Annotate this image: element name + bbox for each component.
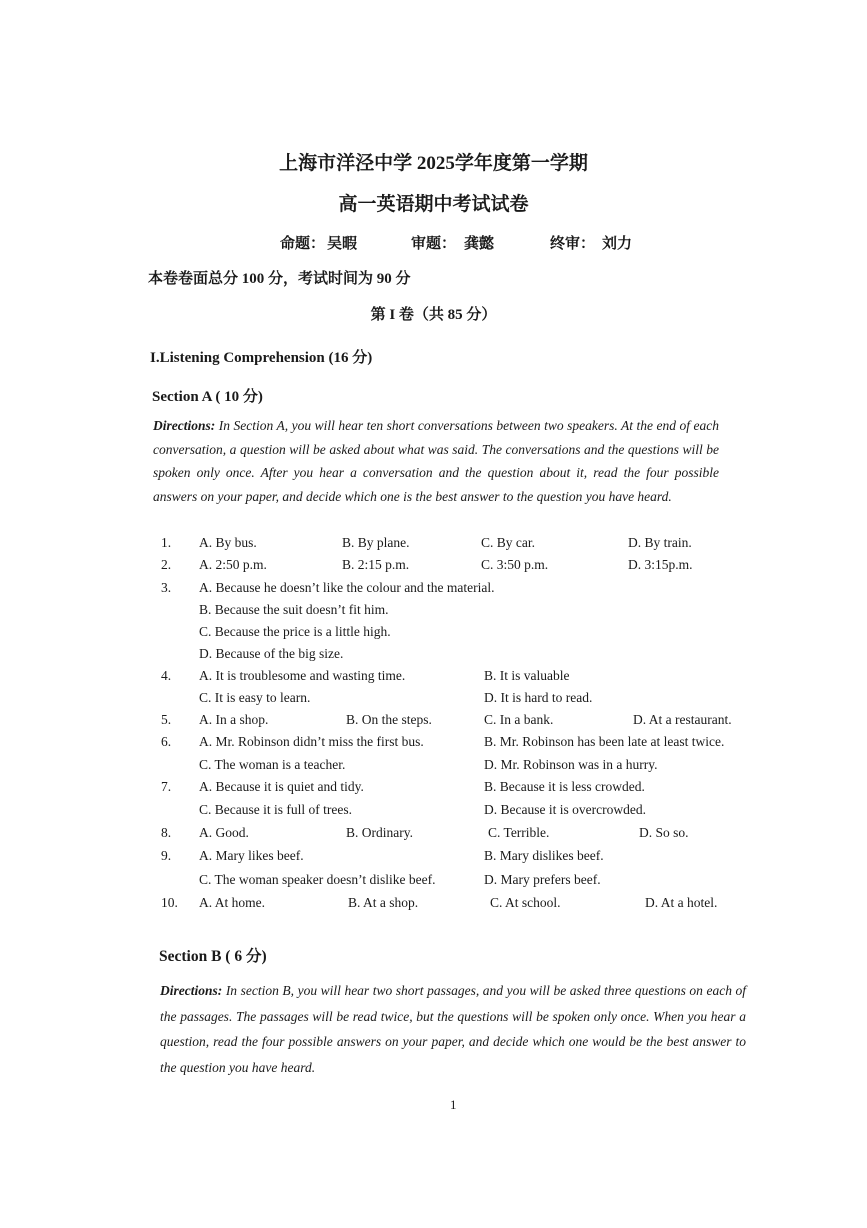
answer-option: C. In a bank.	[484, 712, 554, 727]
question-row	[0, 646, 867, 668]
answer-option: C. The woman speaker doesn’t dislike beef.	[199, 872, 436, 887]
answer-option: B. Mr. Robinson has been late at least twice.	[484, 734, 725, 749]
answer-option: B. It is valuable	[484, 668, 570, 683]
final-reviewer-name: 刘力	[602, 236, 633, 252]
answer-option: B. By plane.	[342, 535, 410, 550]
answer-option: C. The woman is a teacher.	[199, 757, 346, 772]
answer-option: A. Mary likes beef.	[199, 848, 304, 863]
answer-option: D. Mary prefers beef.	[484, 872, 601, 887]
answer-option: D. Mr. Robinson was in a hurry.	[484, 757, 658, 772]
directions-text: In section B, you will hear two short passages, and you will be asked three questions on each of the passages. The passages will be read twice, but the questions will be spoken only once. When you hear a question, read the four possible answers on your paper, and decide which one would be the best answer to the question you have heard.	[160, 983, 746, 1075]
question-row	[0, 668, 867, 690]
answer-option: B. Mary dislikes beef.	[484, 848, 604, 863]
question-row	[0, 872, 867, 894]
question-row	[0, 757, 867, 779]
answer-option: D. By train.	[628, 535, 692, 550]
answer-option: C. 3:50 p.m.	[481, 557, 549, 572]
answer-option: C. Because the price is a little high.	[199, 624, 391, 639]
setter-name: 吴暇	[327, 236, 358, 252]
answer-option: A. Good.	[199, 825, 249, 840]
answer-option: D. So so.	[639, 825, 689, 840]
answer-option: A. 2:50 p.m.	[199, 557, 267, 572]
question-row	[0, 580, 867, 602]
answer-option: C. At school.	[490, 895, 561, 910]
answer-option: C. By car.	[481, 535, 535, 550]
directions-label: Directions:	[153, 418, 216, 433]
answer-option: D. 3:15p.m.	[628, 557, 693, 572]
answer-option: D. Because it is overcrowded.	[484, 802, 646, 817]
question-number: 2.	[161, 557, 172, 572]
question-number: 5.	[161, 712, 172, 727]
question-number: 3.	[161, 580, 172, 595]
question-row	[0, 690, 867, 712]
section-b-directions	[160, 978, 746, 1080]
section-a-directions	[153, 414, 719, 508]
score-info: 本卷卷面总分 100 分，考试时间为 90 分	[148, 271, 411, 287]
question-row	[0, 624, 867, 646]
part-title: I.Listening Comprehension (16 分)	[150, 350, 373, 366]
answer-option: B. At a shop.	[348, 895, 419, 910]
answer-option: C. Because it is full of trees.	[199, 802, 352, 817]
question-row	[0, 557, 867, 579]
question-row	[0, 535, 867, 557]
question-row	[0, 779, 867, 801]
directions-label: Directions:	[160, 983, 223, 998]
reviewer-label: 审题：	[411, 236, 457, 252]
question-row	[0, 802, 867, 824]
answer-option: D. Because of the big size.	[199, 646, 344, 661]
page-number: 1	[450, 1097, 457, 1112]
answer-option: C. Terrible.	[488, 825, 550, 840]
answer-option: A. Because it is quiet and tidy.	[199, 779, 364, 794]
question-number: 6.	[161, 734, 172, 749]
answer-option: A. It is troublesome and wasting time.	[199, 668, 406, 683]
reviewer-name: 龚懿	[464, 236, 495, 252]
answer-option: D. It is hard to read.	[484, 690, 593, 705]
answer-option: A. At home.	[199, 895, 265, 910]
question-number: 8.	[161, 825, 172, 840]
exam-title: 高一英语期中考试试卷	[338, 194, 529, 215]
answer-option: A. Because he doesn’t like the colour and the material.	[199, 580, 495, 595]
section-a-title: Section A ( 10 分)	[152, 389, 263, 405]
final-reviewer-label: 终审：	[550, 236, 596, 252]
answer-option: C. It is easy to learn.	[199, 690, 311, 705]
question-row	[0, 825, 867, 847]
question-row	[0, 734, 867, 756]
setter-label: 命题：	[280, 236, 326, 252]
directions-text: In Section A, you will hear ten short conversations between two speakers. At the end of each conversation, a question will be asked about what was said. The conversations and the questions will be spoken only once. After you hear a conversation and the question about it, read the four possible answers on your paper, and decide which one is the best answer to the question you have heard.	[153, 418, 720, 504]
question-row	[0, 848, 867, 870]
answer-option: B. Because it is less crowded.	[484, 779, 645, 794]
question-number: 7.	[161, 779, 172, 794]
volume-title: 第 I 卷（共 85 分）	[370, 307, 497, 323]
answer-option: A. Mr. Robinson didn’t miss the first bus.	[199, 734, 424, 749]
answer-option: D. At a hotel.	[645, 895, 718, 910]
question-number: 4.	[161, 668, 172, 683]
answer-option: B. Because the suit doesn’t fit him.	[199, 602, 389, 617]
section-b-title: Section B ( 6 分)	[159, 948, 267, 965]
question-number: 10.	[161, 895, 178, 910]
answer-option: B. Ordinary.	[346, 825, 413, 840]
answer-option: B. 2:15 p.m.	[342, 557, 410, 572]
question-row	[0, 712, 867, 734]
question-row	[0, 895, 867, 917]
question-number: 9.	[161, 848, 172, 863]
answer-option: A. By bus.	[199, 535, 257, 550]
question-row	[0, 602, 867, 624]
answer-option: A. In a shop.	[199, 712, 269, 727]
answer-option: D. At a restaurant.	[633, 712, 732, 727]
answer-option: B. On the steps.	[346, 712, 432, 727]
school-title: 上海市洋泾中学 2025学年度第一学期	[279, 153, 588, 174]
question-number: 1.	[161, 535, 172, 550]
